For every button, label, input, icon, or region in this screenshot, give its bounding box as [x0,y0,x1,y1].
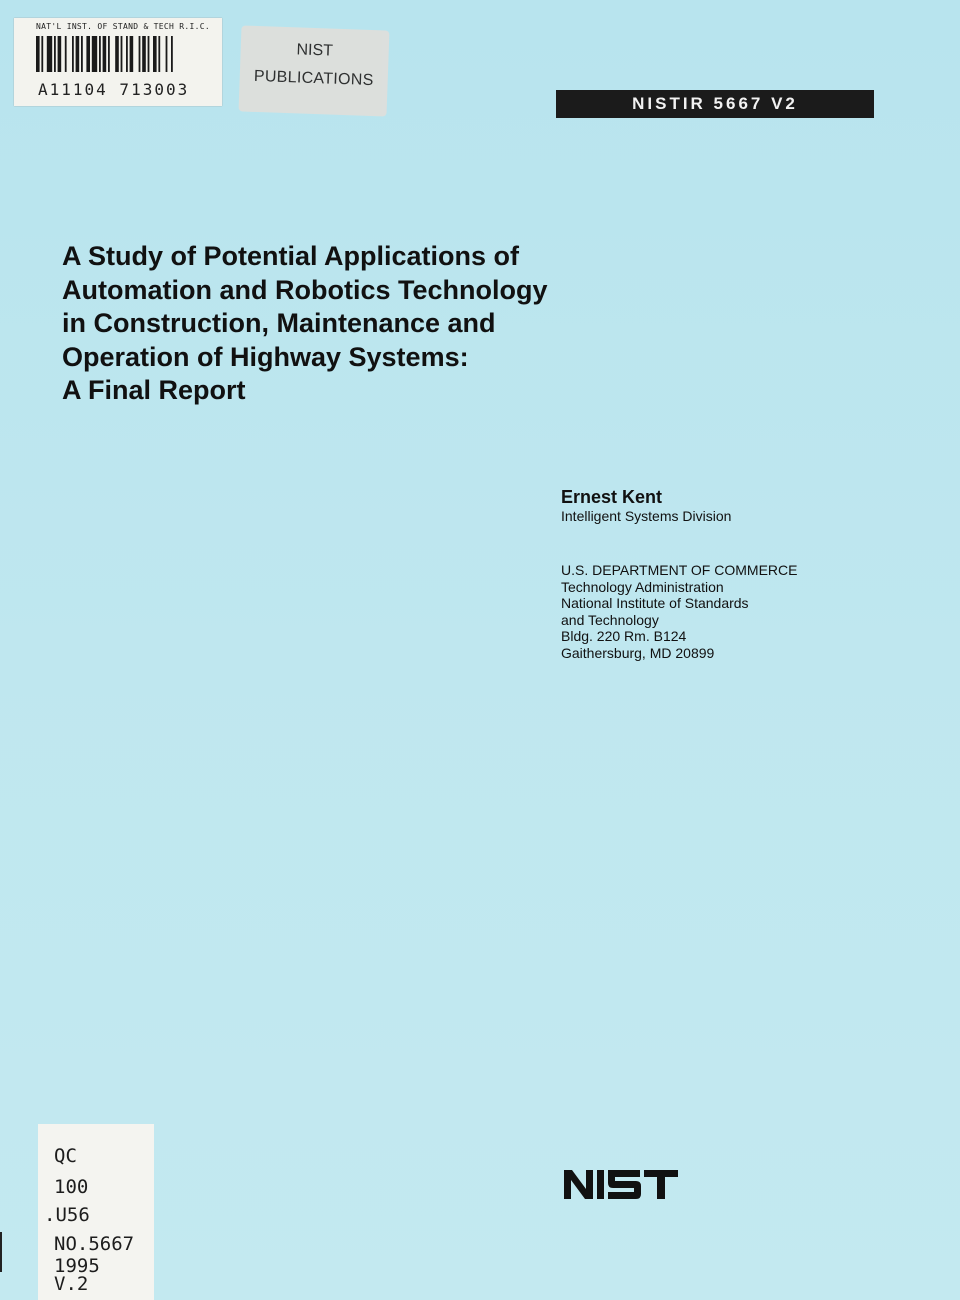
address-line: Bldg. 220 Rm. B124 [561,628,687,644]
barcode-bar [86,36,90,72]
barcode-bar [108,36,110,72]
barcode-bar [54,36,56,72]
title-line: Operation of Highway Systems: [62,341,469,372]
barcode-bar [142,36,146,72]
barcode-bar [76,36,80,72]
call-number-line: QC [54,1145,77,1167]
call-number-line: V.2 [54,1273,89,1295]
call-number-line: 100 [54,1176,89,1198]
report-number: NISTIR 5667 V2 [632,94,798,113]
barcode-bar [148,36,150,72]
address-line: Technology Administration [561,578,724,595]
author-block [561,486,921,525]
stamp-line-1: NIST [296,41,334,60]
barcode-bar [126,36,128,72]
title-line: A Final Report [62,375,246,406]
barcode-bar [72,36,74,72]
author-division: Intelligent Systems Division [561,508,732,524]
report-number-band [556,90,874,118]
barcode-bar [36,36,40,72]
barcode-bar [166,36,168,72]
title-line: in Construction, Maintenance and [62,308,496,339]
report-title [62,240,622,408]
address-line: and Technology [561,611,659,628]
call-number-line: NO.5667 [54,1233,135,1255]
barcode-label [14,18,222,106]
barcode-bar [92,36,97,72]
address-block [561,562,921,661]
address-line: Gaithersburg, MD 20899 [561,644,715,661]
call-number-line: .U56 [44,1204,90,1226]
barcode-bar [65,36,67,72]
nist-logo-icon [562,1167,680,1201]
barcode-bar [47,36,52,72]
barcode-bar [41,36,43,72]
barcode-number: A11104 713003 [38,80,190,99]
barcode-bar [171,36,173,72]
barcode-bar [103,36,107,72]
address-line: U.S. DEPARTMENT OF COMMERCE [561,562,798,578]
call-number-line: 1995 [54,1255,100,1277]
barcode-bar [139,36,141,72]
barcode-bar [130,36,134,72]
barcode-bar [115,36,119,72]
stamp-line-2: PUBLICATIONS [253,67,374,90]
call-number-label [38,1124,154,1300]
barcode-header: NAT'L INST. OF STAND & TECH R.I.C. [36,22,210,31]
publications-stamp [239,25,390,116]
barcode-bar [58,36,62,72]
barcode-bar [121,36,123,72]
barcode-bar [99,36,101,72]
title-line: Automation and Robotics Technology [62,274,548,305]
address-line: National Institute of Standards [561,595,749,611]
page-edge-mark [0,1232,2,1272]
barcode-bar [158,36,160,72]
author-name: Ernest Kent [561,487,663,507]
barcode-bar [153,36,157,72]
title-line: A Study of Potential Applications of [62,241,519,271]
barcode-bar [81,36,83,72]
